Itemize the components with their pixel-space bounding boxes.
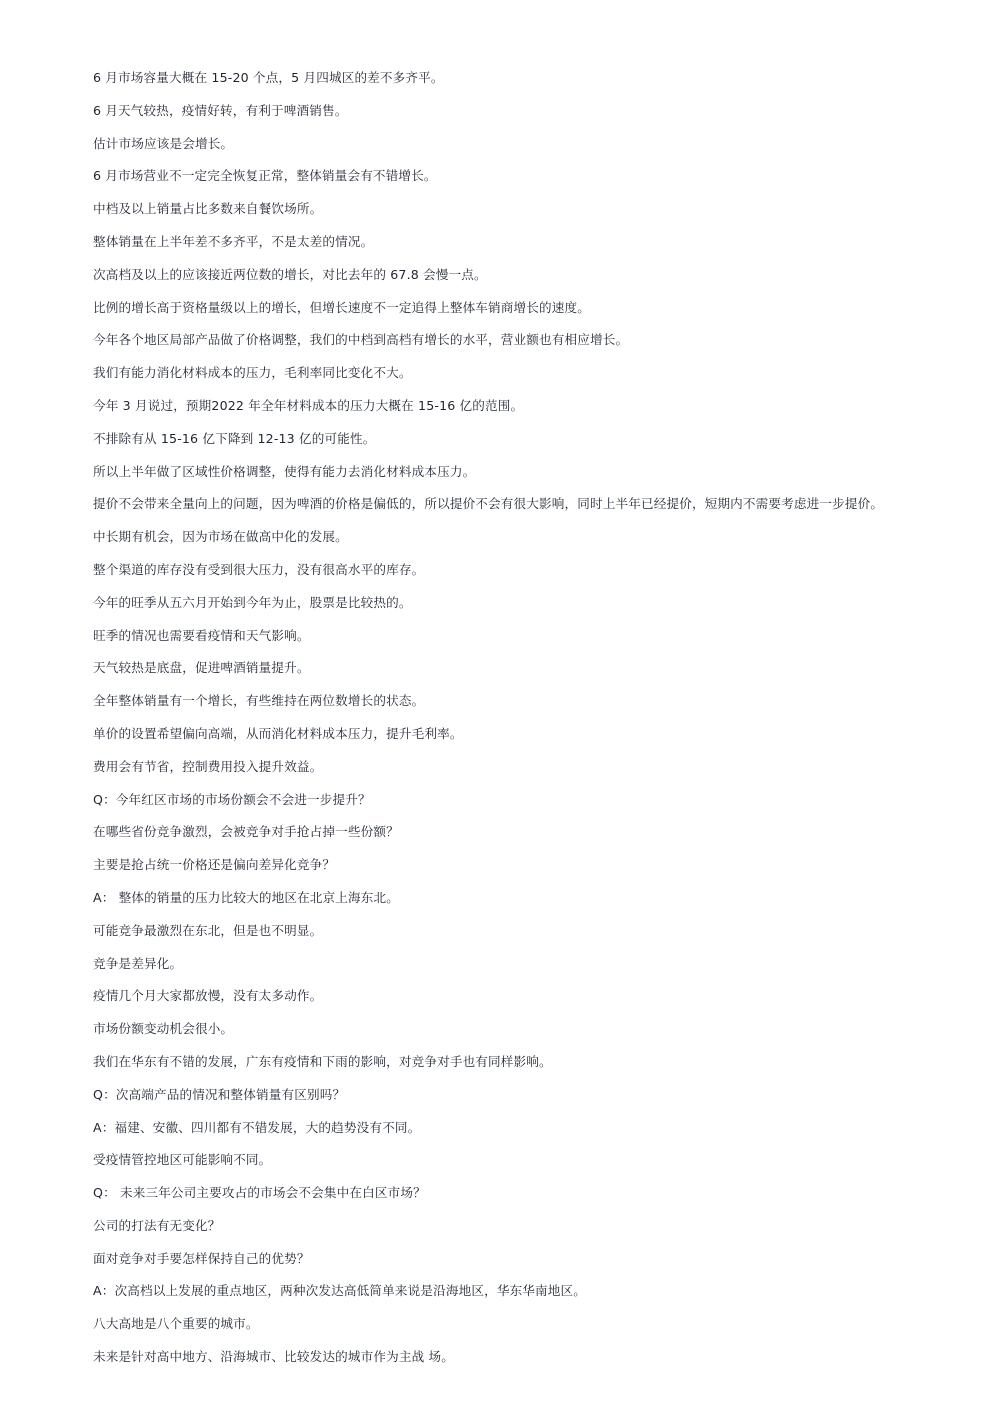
answer-line: 我们在华东有不错的发展，广东有疫情和下雨的影响，对竞争对手也有同样影响。 <box>93 1053 552 1069</box>
answer-line: A：福建、安徽、四川都有不错发展，大的趋势没有不同。 <box>93 1119 421 1135</box>
text-line: 今年的旺季从五六月开始到今年为止，股票是比较热的。 <box>93 594 412 610</box>
text-line: 今年各个地区局部产品做了价格调整，我们的中档到高档有增长的水平，营业额也有相应增长。 <box>93 332 629 348</box>
text-line: 旺季的情况也需要看疫情和天气影响。 <box>93 627 310 643</box>
question-line: 公司的打法有无变化？ <box>93 1217 221 1233</box>
text-line: 单价的设置希望偏向高端，从而消化材料成本压力，提升毛利率。 <box>93 725 463 741</box>
text-line: 估计市场应该是会增长。 <box>93 135 234 151</box>
text-line: 比例的增长高于资格量级以上的增长，但增长速度不一定追得上整体车销商增长的速度。 <box>93 299 591 315</box>
question-line: 面对竞争对手要怎样保持自己的优势？ <box>93 1250 310 1266</box>
answer-line: A：次高档以上发展的重点地区，两种次发达高低简单来说是沿海地区，华东华南地区。 <box>93 1283 587 1299</box>
text-line: 6 月天气较热，疫情好转，有利于啤酒销售。 <box>93 102 348 118</box>
answer-line: 市场份额变动机会很小。 <box>93 1021 234 1037</box>
text-line: 费用会有节省，控制费用投入提升效益。 <box>93 758 323 774</box>
text-line: 中长期有机会，因为市场在做高中化的发展。 <box>93 529 348 545</box>
text-line: 次高档及以上的应该接近两位数的增长，对比去年的 67.8 会慢一点。 <box>93 266 487 282</box>
text-line: 整个渠道的库存没有受到很大压力，没有很高水平的库存。 <box>93 561 425 577</box>
text-line: 全年整体销量有一个增长，有些维持在两位数增长的状态。 <box>93 693 425 709</box>
text-line: 我们有能力消化材料成本的压力，毛利率同比变化不大。 <box>93 365 412 381</box>
document-body <box>93 69 973 1381</box>
question-line: 在哪些省份竞争激烈，会被竞争对手抢占掉一些份额？ <box>93 824 399 840</box>
text-line: 提价不会带来全量向上的问题，因为啤酒的价格是偏低的，所以提价不会有很大影响，同时上半年已经提价，短期内不需要考虑进一步提价。 <box>93 496 884 512</box>
text-line: 整体销量在上半年差不多齐平，不是太差的情况。 <box>93 233 374 249</box>
answer-line: 八大高地是八个重要的城市。 <box>93 1316 259 1332</box>
answer-line: 受疫情管控地区可能影响不同。 <box>93 1152 272 1168</box>
question-line: Q：今年红区市场的市场份额会不会进一步提升？ <box>93 791 371 807</box>
text-line: 6 月市场容量大概在 15-20 个点，5 月四城区的差不多齐平。 <box>93 70 444 85</box>
answer-line: 疫情几个月大家都放慢，没有太多动作。 <box>93 988 323 1004</box>
text-line: 不排除有从 15-16 亿下降到 12-13 亿的可能性。 <box>93 430 376 446</box>
text-line: 天气较热是底盘，促进啤酒销量提升。 <box>93 660 310 676</box>
answer-line: 竞争是差异化。 <box>93 955 183 971</box>
text-line: 今年 3 月说过，预期2022 年全年材料成本的压力大概在 15-16 亿的范围。 <box>93 397 524 413</box>
answer-line: 可能竞争最激烈在东北，但是也不明显。 <box>93 922 323 938</box>
text-line: 所以上半年做了区域性价格调整，使得有能力去消化材料成本压力。 <box>93 463 476 479</box>
answer-line: A： 整体的销量的压力比较大的地区在北京上海东北。 <box>93 889 400 905</box>
question-line: Q： 未来三年公司主要攻占的市场会不会集中在白区市场？ <box>93 1185 426 1201</box>
text-line: 中档及以上销量占比多数来自餐饮场所。 <box>93 201 323 217</box>
question-line: 主要是抢占统一价格还是偏向差异化竞争？ <box>93 857 336 873</box>
question-line: Q：次高端产品的情况和整体销量有区别吗？ <box>93 1086 346 1102</box>
text-line: 6 月市场营业不一定完全恢复正常，整体销量会有不错增长。 <box>93 168 437 184</box>
answer-line: 未来是针对高中地方、沿海城市、比较发达的城市作为主战 场。 <box>93 1349 454 1365</box>
